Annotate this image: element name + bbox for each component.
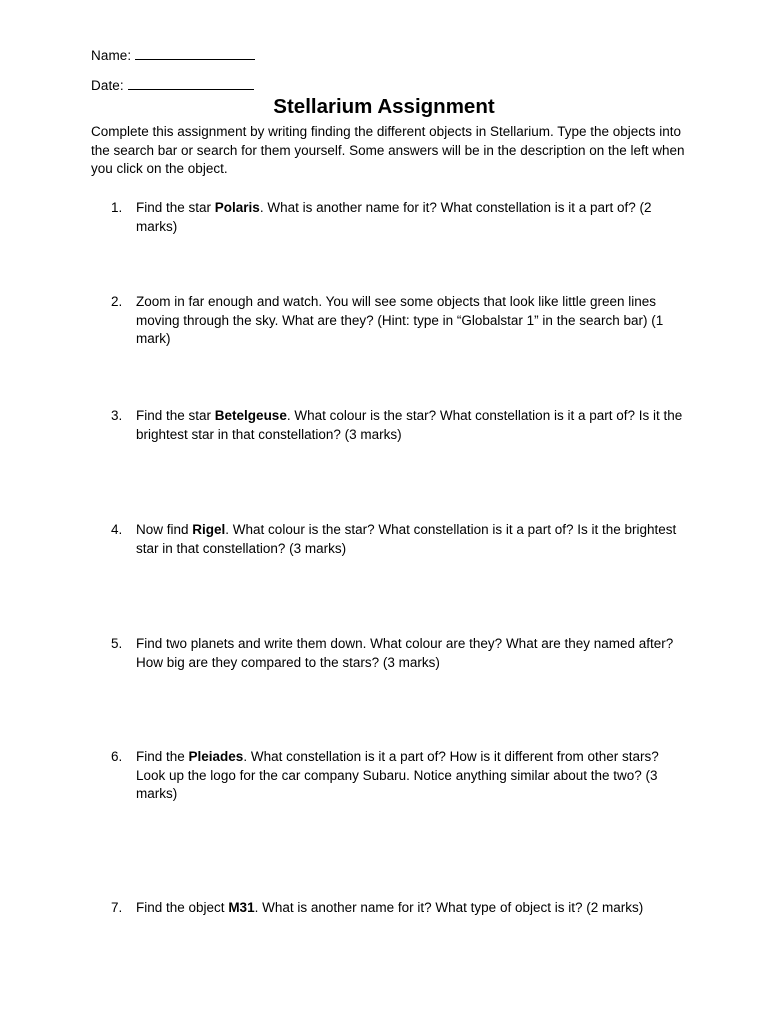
question-keyword: Betelgeuse bbox=[214, 408, 287, 423]
question-text bbox=[136, 199, 686, 236]
name-field bbox=[91, 46, 255, 65]
question-item bbox=[111, 899, 686, 918]
question-text bbox=[136, 899, 686, 918]
question-text bbox=[136, 293, 686, 349]
question-text-start: Find the star bbox=[136, 408, 215, 423]
question-item bbox=[111, 635, 686, 672]
question-number: 4. bbox=[111, 522, 123, 537]
question-text-rest: Zoom in far enough and watch. You will see some objects that look like little green lines moving through the sky. What are they? (Hint: type in “Globalstar 1” in the search bar) (1 mark) bbox=[136, 294, 664, 347]
question-item bbox=[111, 748, 686, 804]
question-number: 2. bbox=[111, 294, 123, 309]
question-item bbox=[111, 521, 686, 558]
question-item bbox=[111, 199, 686, 236]
question-keyword: Pleiades bbox=[188, 749, 244, 764]
question-text-rest: . What is another name for it? What type of object is it? (2 marks) bbox=[254, 900, 644, 915]
question-text-start: Find the bbox=[136, 749, 189, 764]
question-number: 7. bbox=[111, 900, 123, 915]
question-number: 6. bbox=[111, 749, 123, 764]
date-field bbox=[91, 76, 254, 95]
question-text-rest: . What constellation is it a part of? How is it different from other stars? Look up the logo for the car company Subaru. Notice anything similar about the two? (3 marks) bbox=[136, 749, 659, 802]
question-item bbox=[111, 293, 686, 349]
question-item bbox=[111, 407, 686, 444]
question-text bbox=[136, 748, 686, 804]
question-number: 5. bbox=[111, 636, 123, 651]
date-label: Date: bbox=[91, 78, 124, 93]
question-keyword: M31 bbox=[228, 900, 255, 915]
question-keyword: Polaris bbox=[214, 200, 260, 215]
page-title: Stellarium Assignment bbox=[273, 95, 495, 118]
question-text-start: Find the star bbox=[136, 200, 215, 215]
question-text-start: Now find bbox=[136, 522, 193, 537]
question-text bbox=[136, 407, 686, 444]
question-keyword: Rigel bbox=[192, 522, 226, 537]
question-number: 1. bbox=[111, 200, 123, 215]
date-blank-line bbox=[128, 76, 254, 90]
question-text-rest: Find two planets and write them down. What colour are they? What are they named after? How big are they compared to the stars? (3 marks) bbox=[136, 636, 674, 670]
question-text-rest: . What is another name for it? What constellation is it a part of? (2 marks) bbox=[136, 200, 652, 234]
question-text-rest: . What colour is the star? What constellation is it a part of? Is it the brightest star in that constellation? (3 marks) bbox=[136, 408, 683, 442]
question-text-start: Find the object bbox=[136, 900, 229, 915]
name-label: Name: bbox=[91, 48, 132, 63]
question-text bbox=[136, 635, 686, 672]
intro-paragraph: Complete this assignment by writing finding the different objects in Stellarium. Type the objects into the search bar or search for them yourself. Some answers will be in the description on the left when you click on the object. bbox=[91, 124, 685, 177]
name-blank-line bbox=[135, 46, 255, 60]
question-text bbox=[136, 521, 686, 558]
question-text-rest: . What colour is the star? What constellation is it a part of? Is it the brightest star in that constellation? (3 marks) bbox=[136, 522, 677, 556]
question-number: 3. bbox=[111, 408, 123, 423]
